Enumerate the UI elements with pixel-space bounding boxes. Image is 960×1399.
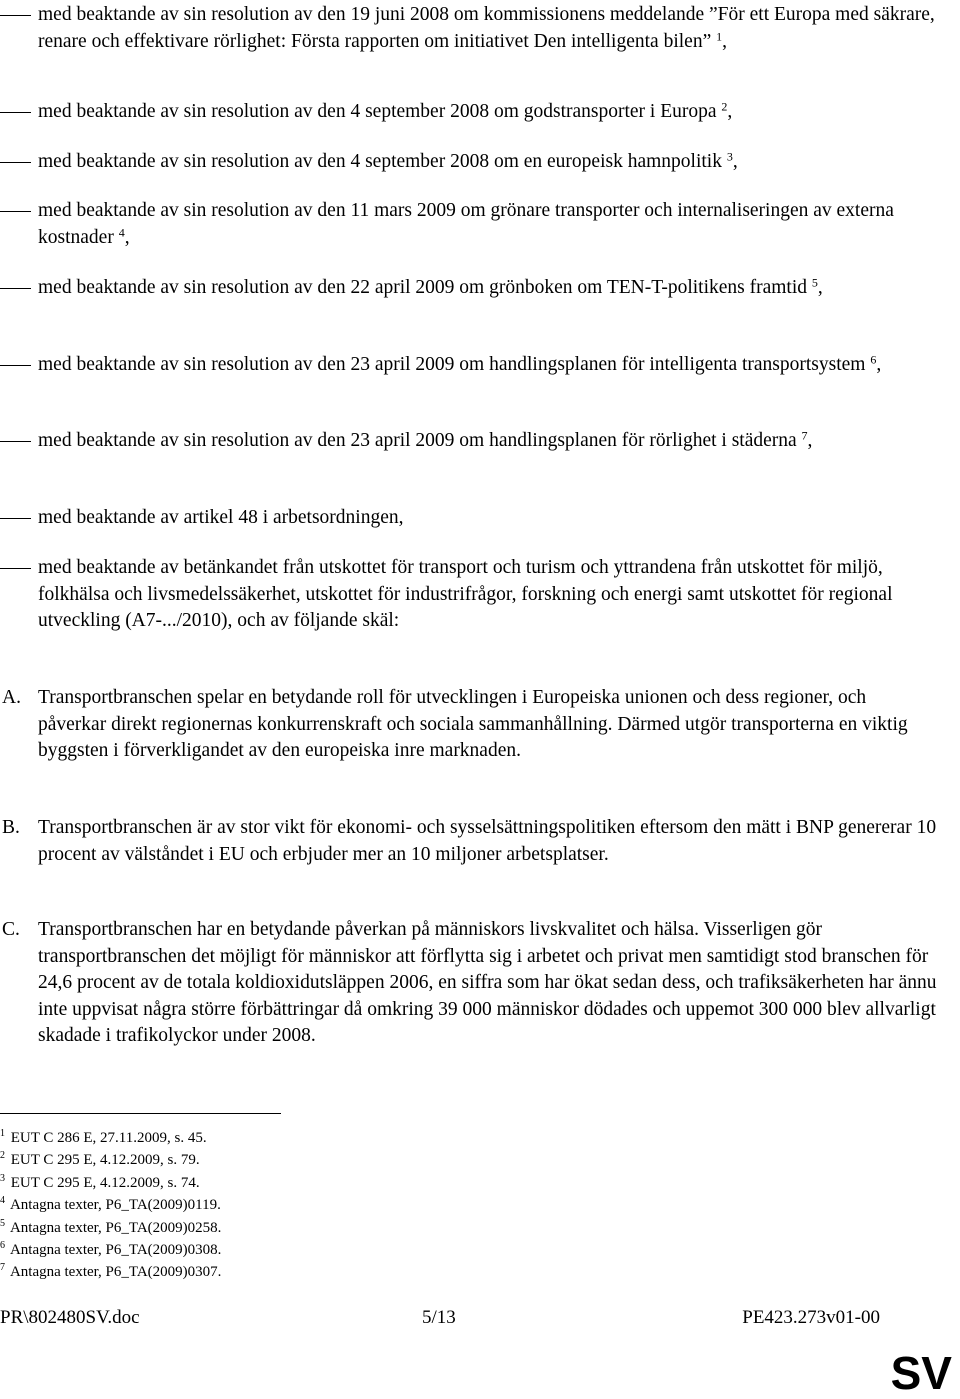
page-number: 5/13	[422, 1307, 456, 1328]
citation-item	[0, 555, 940, 635]
citation-item: med beaktande av sin resolution av den 23 april 2009 om handlingsplanen för rörlighet i städerna $^7$,	[0, 428, 940, 455]
citation-item: med beaktande av sin resolution av den 22 april 2009 om grönboken om TEN-T-politikens framtid $^5$,	[0, 275, 940, 302]
footnote-ref[interactable]: 3	[726, 149, 733, 164]
footnote	[0, 1127, 500, 1149]
footnote-ref[interactable]: 4	[118, 224, 125, 239]
footnote-text: Antagna texter, P6_TA(2009)0258.	[9, 1219, 222, 1236]
footnote	[0, 1239, 500, 1261]
citation-item: med beaktande av sin resolution av den 4 september 2008 om en europeisk hamnpolitik $^3$,	[0, 149, 940, 176]
citation-text: med beaktande av betänkandet från utskottet för transport och turism och yttrandena från utskottet för miljö, folkhälsa och livsmedelssäkerhet, utskottet för industrifrågor, forskning och energi samt utskottet för regional utveckling (A7-.../2010), och av följande skäl:	[38, 557, 893, 631]
citation-text: med beaktande av sin resolution av den 22 april 2009 om grönboken om TEN-T-politikens framtid	[38, 277, 808, 298]
dash-bullet	[0, 568, 31, 569]
footnote-ref[interactable]: 1	[716, 28, 723, 43]
document-id: PR\802480SV.doc	[0, 1307, 140, 1328]
footnote	[0, 1194, 500, 1216]
citation-item: med beaktande av sin resolution av den 11 mars 2009 om grönare transporter och internaliseringen av externa kostnader $^4$,	[0, 198, 940, 251]
recital-item	[0, 917, 940, 1050]
citation-item: med beaktande av sin resolution av den 19 juni 2008 om kommissionens meddelande ”För ett Europa med säkrare, renare och effektivare rörlighet: Första rapporten om initiativet Den intelligenta bilen” $^1$,	[0, 2, 940, 55]
citation-text: med beaktande av sin resolution av den 19 juni 2008 om kommissionens meddelande ”För ett Europa med säkrare, renare och effektivare rörlighet: Första rapporten om initiativet Den intelligenta bilen”	[38, 4, 935, 52]
citation-text: med beaktande av sin resolution av den 4 september 2008 om en europeisk hamnpolitik	[38, 151, 722, 172]
recital-letter: A.	[2, 687, 21, 708]
citation-text: med beaktande av sin resolution av den 23 april 2009 om handlingsplanen för intelligenta transportsystem	[38, 354, 866, 375]
citation-item: med beaktande av sin resolution av den 4 september 2008 om godstransporter i Europa $^2$,	[0, 99, 940, 126]
citation-text: med beaktande av sin resolution av den 23 april 2009 om handlingsplanen för rörlighet i städerna	[38, 430, 797, 451]
recital-item	[0, 685, 940, 765]
citation-text: med beaktande av sin resolution av den 11 mars 2009 om grönare transporter och internaliseringen av externa kostnader	[38, 200, 894, 248]
dash-bullet	[0, 441, 31, 442]
footnote-ref[interactable]: 6	[870, 352, 877, 367]
footnote-separator	[0, 1113, 281, 1114]
footnote-number: 2	[0, 1150, 5, 1162]
footnotes	[0, 1127, 500, 1284]
dash-bullet	[0, 112, 31, 113]
footnote-ref[interactable]: 2	[721, 99, 728, 114]
footnote-text: Antagna texter, P6_TA(2009)0308.	[9, 1242, 222, 1259]
recital-letter: B.	[2, 817, 20, 838]
footnote-text: Antagna texter, P6_TA(2009)0307.	[9, 1264, 222, 1281]
footnote	[0, 1217, 500, 1239]
footnote-ref[interactable]: 7	[801, 428, 808, 443]
dash-bullet	[0, 15, 31, 16]
footnote-number: 5	[0, 1217, 5, 1229]
dash-bullet	[0, 365, 31, 366]
dash-bullet	[0, 288, 31, 289]
footnote-ref[interactable]: 5	[811, 275, 818, 290]
footnote-number: 1	[0, 1128, 5, 1139]
dash-bullet	[0, 518, 31, 519]
footnote	[0, 1261, 500, 1283]
footnote-number: 7	[0, 1262, 5, 1274]
footnote-text: EUT C 295 E, 4.12.2009, s. 74.	[10, 1174, 200, 1191]
recital-text: Transportbranschen spelar en betydande roll för utvecklingen i Europeiska unionen och dess regioner, och påverkar direkt regionernas konkurrenskraft och sociala sammanhållning. Därmed utgör transporterna en viktig byggsten i förverkligandet av den europeiska inre marknaden.	[38, 687, 908, 761]
recital-item	[0, 815, 940, 868]
language-code: SV	[890, 1347, 952, 1399]
citation-item	[0, 505, 940, 532]
footnote-number: 4	[0, 1195, 5, 1207]
citation-text: med beaktande av sin resolution av den 4 september 2008 om godstransporter i Europa	[38, 101, 717, 122]
citation-text: med beaktande av artikel 48 i arbetsordningen,	[38, 507, 404, 528]
dash-bullet	[0, 211, 31, 212]
footnote-text: EUT C 286 E, 27.11.2009, s. 45.	[10, 1130, 207, 1146]
footnote	[0, 1149, 500, 1171]
footnote-number: 3	[0, 1172, 5, 1184]
footnote-text: Antagna texter, P6_TA(2009)0119.	[9, 1197, 221, 1214]
footnote	[0, 1172, 500, 1194]
footnote-number: 6	[0, 1240, 5, 1252]
footnote-text: EUT C 295 E, 4.12.2009, s. 79.	[10, 1152, 200, 1169]
reference-number: PE423.273v01-00	[742, 1307, 880, 1328]
recital-text: Transportbranschen har en betydande påverkan på människors livskvalitet och hälsa. Visserligen gör transportbranschen det möjligt för människor att förflytta sig i arbetet och privat men samtidigt stod branschen för 24,6 procent av de totala koldioxidutsläppen 2006, en siffra som har ökat sedan dess, och trafiksäkerheten har ännu inte uppvisat några större förbättringar då omkring 39 000 människor dödades och uppemot 300 000 blev allvarligt skadade i trafikolyckor under 2008.	[38, 919, 937, 1046]
recital-text: Transportbranschen är av stor vikt för ekonomi- och sysselsättningspolitiken eftersom den mätt i BNP genererar 10 procent av välståndet i EU och erbjuder mer an 10 miljoner arbetsplatser.	[38, 817, 937, 865]
recital-letter: C.	[2, 919, 20, 940]
citation-item: med beaktande av sin resolution av den 23 april 2009 om handlingsplanen för intelligenta transportsystem $^6$,	[0, 352, 940, 379]
dash-bullet	[0, 162, 31, 163]
